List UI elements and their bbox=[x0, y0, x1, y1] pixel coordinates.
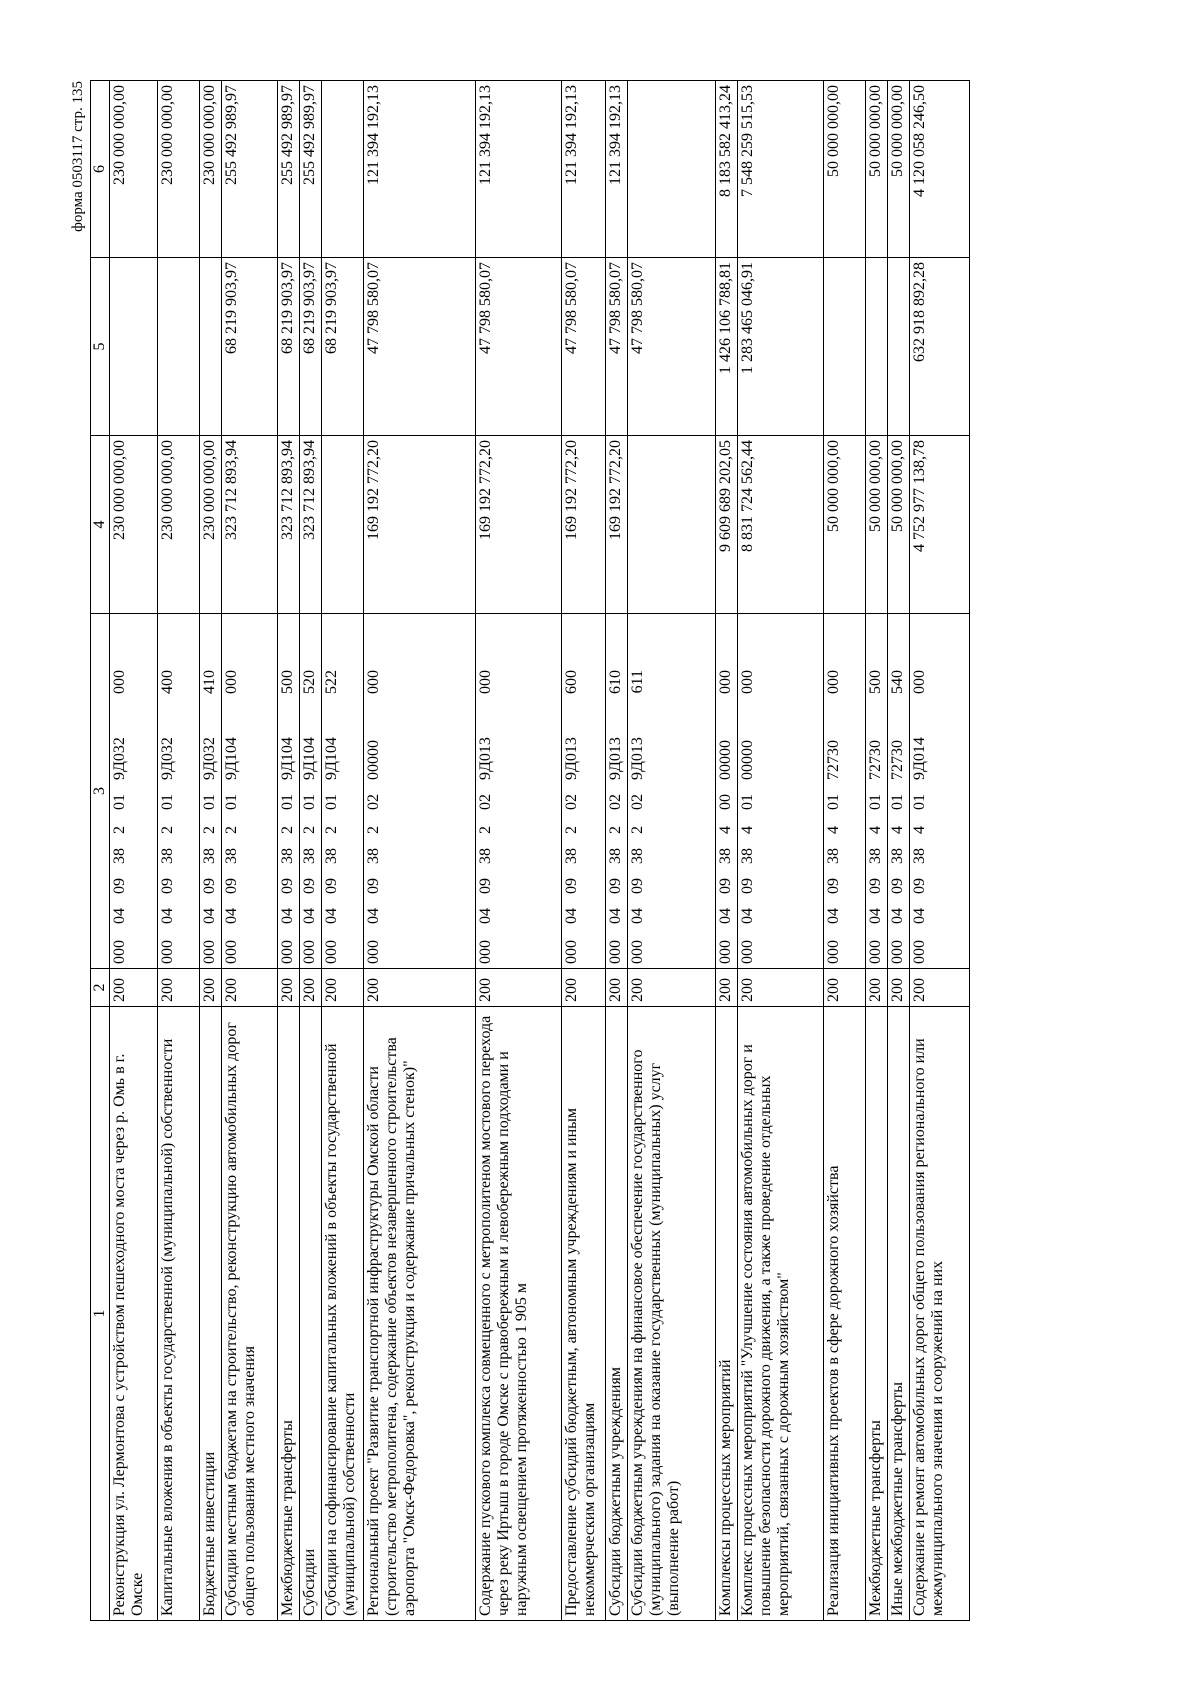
executed-amount: 68 219 903,97 bbox=[300, 258, 322, 436]
line-code: 200 bbox=[278, 969, 300, 1007]
unexecuted-amount: 255 492 989,97 bbox=[278, 81, 300, 258]
code-segments bbox=[323, 618, 341, 964]
code-segment: 000 bbox=[739, 670, 756, 694]
code-segment: 09 bbox=[201, 878, 218, 894]
code-segment: 04 bbox=[825, 908, 842, 924]
column-number: 2 bbox=[91, 969, 110, 1007]
code-segments bbox=[717, 618, 735, 964]
code-segment: 000 bbox=[223, 940, 240, 964]
code-segments bbox=[159, 618, 177, 964]
code-segment: 600 bbox=[563, 670, 580, 694]
unexecuted-amount: 121 394 192,13 bbox=[562, 81, 606, 258]
code-segment: 09 bbox=[365, 878, 382, 894]
approved-amount: 50 000 000,00 bbox=[866, 436, 888, 614]
budget-table bbox=[90, 80, 970, 1621]
code-segments bbox=[563, 618, 581, 964]
budget-classification-code bbox=[158, 614, 200, 969]
code-segment: 000 bbox=[201, 940, 218, 964]
code-segment: 38 bbox=[111, 848, 128, 864]
unexecuted-amount: 121 394 192,13 bbox=[476, 81, 562, 258]
code-segments bbox=[201, 618, 219, 964]
table-row bbox=[200, 81, 222, 1621]
code-segment: 09 bbox=[301, 878, 318, 894]
code-segments bbox=[111, 618, 129, 964]
form-label: форма 0503117 стр. 135 bbox=[70, 81, 86, 232]
code-segment: 09 bbox=[477, 878, 494, 894]
code-segment: 000 bbox=[717, 670, 734, 694]
code-segment: 04 bbox=[365, 908, 382, 924]
line-code: 200 bbox=[158, 969, 200, 1007]
code-segment: 04 bbox=[607, 908, 624, 924]
code-segment: 72730 bbox=[867, 740, 884, 780]
code-segment: 04 bbox=[301, 908, 318, 924]
budget-classification-code bbox=[200, 614, 222, 969]
row-name: Межбюджетные трансферты bbox=[866, 1007, 888, 1621]
code-segment: 38 bbox=[365, 848, 382, 864]
budget-classification-code bbox=[888, 614, 910, 969]
code-segment: 000 bbox=[717, 940, 734, 964]
table-row bbox=[278, 81, 300, 1621]
line-code: 200 bbox=[888, 969, 910, 1007]
code-segment: 09 bbox=[717, 878, 734, 894]
table-row bbox=[606, 81, 628, 1621]
executed-amount bbox=[824, 258, 866, 436]
line-code: 200 bbox=[716, 969, 738, 1007]
approved-amount: 230 000 000,00 bbox=[200, 436, 222, 614]
unexecuted-amount: 121 394 192,13 bbox=[606, 81, 628, 258]
executed-amount bbox=[866, 258, 888, 436]
approved-amount: 50 000 000,00 bbox=[824, 436, 866, 614]
approved-amount: 169 192 772,20 bbox=[476, 436, 562, 614]
executed-amount: 68 219 903,97 bbox=[322, 258, 364, 436]
line-code: 200 bbox=[606, 969, 628, 1007]
row-name: Субсидии местным бюджетам на строительство, реконструкцию автомобильных дорог общего пользования местного значения bbox=[222, 1007, 278, 1621]
code-segment: 000 bbox=[889, 940, 906, 964]
code-segment: 09 bbox=[867, 878, 884, 894]
code-segment: 2 bbox=[279, 826, 296, 834]
code-segment: 4 bbox=[867, 826, 884, 834]
executed-amount bbox=[200, 258, 222, 436]
approved-amount: 169 192 772,20 bbox=[606, 436, 628, 614]
table-row bbox=[562, 81, 606, 1621]
code-segment: 410 bbox=[201, 670, 218, 694]
code-segment: 04 bbox=[563, 908, 580, 924]
code-segment: 9Д014 bbox=[911, 737, 928, 780]
code-segment: 38 bbox=[867, 848, 884, 864]
code-segment: 01 bbox=[301, 794, 318, 810]
unexecuted-amount: 121 394 192,13 bbox=[364, 81, 476, 258]
code-segment: 04 bbox=[111, 908, 128, 924]
column-number-row bbox=[91, 81, 110, 1621]
unexecuted-amount: 50 000 000,00 bbox=[824, 81, 866, 258]
line-code: 200 bbox=[200, 969, 222, 1007]
budget-classification-code bbox=[322, 614, 364, 969]
line-code: 200 bbox=[300, 969, 322, 1007]
code-segment: 04 bbox=[911, 908, 928, 924]
line-code: 200 bbox=[110, 969, 158, 1007]
code-segment: 00000 bbox=[365, 740, 382, 780]
code-segment: 38 bbox=[717, 848, 734, 864]
line-code: 200 bbox=[910, 969, 970, 1007]
budget-classification-code bbox=[476, 614, 562, 969]
budget-classification-code bbox=[300, 614, 322, 969]
code-segments bbox=[629, 618, 647, 964]
table-row bbox=[888, 81, 910, 1621]
code-segment: 000 bbox=[825, 940, 842, 964]
code-segment: 01 bbox=[279, 794, 296, 810]
code-segment: 000 bbox=[365, 670, 382, 694]
executed-amount: 1 426 106 788,81 bbox=[716, 258, 738, 436]
code-segment: 01 bbox=[825, 794, 842, 810]
code-segment: 38 bbox=[201, 848, 218, 864]
unexecuted-amount: 7 548 259 515,53 bbox=[738, 81, 824, 258]
code-segment: 38 bbox=[911, 848, 928, 864]
code-segments bbox=[607, 618, 625, 964]
code-segment: 000 bbox=[563, 940, 580, 964]
code-segment: 611 bbox=[629, 670, 646, 694]
code-segment: 9Д032 bbox=[111, 737, 128, 780]
unexecuted-amount: 255 492 989,97 bbox=[222, 81, 278, 258]
budget-classification-code bbox=[628, 614, 716, 969]
code-segment: 000 bbox=[111, 940, 128, 964]
row-name: Иные межбюджетные трансферты bbox=[888, 1007, 910, 1621]
code-segment: 09 bbox=[607, 878, 624, 894]
code-segment: 04 bbox=[223, 908, 240, 924]
approved-amount bbox=[322, 436, 364, 614]
code-segment: 38 bbox=[223, 848, 240, 864]
code-segment: 01 bbox=[223, 794, 240, 810]
code-segment: 02 bbox=[563, 794, 580, 810]
executed-amount: 47 798 580,07 bbox=[476, 258, 562, 436]
column-number: 3 bbox=[91, 614, 110, 969]
code-segment: 00 bbox=[717, 794, 734, 810]
approved-amount: 50 000 000,00 bbox=[888, 436, 910, 614]
code-segment: 000 bbox=[867, 940, 884, 964]
code-segment: 01 bbox=[739, 794, 756, 810]
code-segments bbox=[365, 618, 383, 964]
code-segment: 000 bbox=[477, 940, 494, 964]
budget-classification-code bbox=[910, 614, 970, 969]
table-row bbox=[322, 81, 364, 1621]
row-name: Комплексы процессных мероприятий bbox=[716, 1007, 738, 1621]
code-segments bbox=[477, 618, 495, 964]
code-segments bbox=[279, 618, 297, 964]
code-segment: 09 bbox=[279, 878, 296, 894]
budget-classification-code bbox=[562, 614, 606, 969]
code-segment: 09 bbox=[739, 878, 756, 894]
code-segment: 02 bbox=[477, 794, 494, 810]
row-name: Капитальные вложения в объекты государственной (муниципальной) собственности bbox=[158, 1007, 200, 1621]
table-row bbox=[910, 81, 970, 1621]
table-row bbox=[158, 81, 200, 1621]
code-segment: 01 bbox=[111, 794, 128, 810]
code-segment: 9Д032 bbox=[159, 737, 176, 780]
code-segment: 2 bbox=[629, 826, 646, 834]
code-segment: 2 bbox=[159, 826, 176, 834]
line-code: 200 bbox=[824, 969, 866, 1007]
code-segment: 00000 bbox=[717, 740, 734, 780]
code-segment: 540 bbox=[889, 670, 906, 694]
line-code: 200 bbox=[222, 969, 278, 1007]
approved-amount: 230 000 000,00 bbox=[158, 436, 200, 614]
row-name: Субсидии bbox=[300, 1007, 322, 1621]
budget-classification-code bbox=[278, 614, 300, 969]
code-segment: 2 bbox=[111, 826, 128, 834]
row-name: Предоставление субсидий бюджетным, автономным учреждениям и иным некоммерческим организациям bbox=[562, 1007, 606, 1621]
column-number: 1 bbox=[91, 1007, 110, 1621]
code-segment: 09 bbox=[111, 878, 128, 894]
code-segment: 01 bbox=[867, 794, 884, 810]
code-segment: 09 bbox=[629, 878, 646, 894]
unexecuted-amount: 50 000 000,00 bbox=[888, 81, 910, 258]
code-segment: 09 bbox=[825, 878, 842, 894]
budget-classification-code bbox=[824, 614, 866, 969]
unexecuted-amount: 230 000 000,00 bbox=[200, 81, 222, 258]
code-segments bbox=[889, 618, 907, 964]
table-row bbox=[300, 81, 322, 1621]
unexecuted-amount: 8 183 582 413,24 bbox=[716, 81, 738, 258]
code-segment: 38 bbox=[607, 848, 624, 864]
table-row bbox=[222, 81, 278, 1621]
code-segment: 01 bbox=[201, 794, 218, 810]
code-segment: 72730 bbox=[825, 740, 842, 780]
row-name: Содержание и ремонт автомобильных дорог общего пользования регионального или межмуниципального значения и сооружений на них bbox=[910, 1007, 970, 1621]
executed-amount bbox=[110, 258, 158, 436]
code-segment: 04 bbox=[889, 908, 906, 924]
code-segment: 000 bbox=[279, 940, 296, 964]
code-segment: 2 bbox=[301, 826, 318, 834]
row-name: Субсидии бюджетным учреждениям на финансовое обеспечение государственного (муниципального) задания на оказание государственных (муниципальных) услуг (выполнение работ) bbox=[628, 1007, 716, 1621]
table-row bbox=[476, 81, 562, 1621]
code-segment: 04 bbox=[867, 908, 884, 924]
row-name: Субсидии на софинансирование капитальных вложений в объекты государственной (муниципальной) собственности bbox=[322, 1007, 364, 1621]
code-segment: 00000 bbox=[739, 740, 756, 780]
approved-amount: 4 752 977 138,78 bbox=[910, 436, 970, 614]
code-segment: 04 bbox=[279, 908, 296, 924]
table-row bbox=[738, 81, 824, 1621]
unexecuted-amount bbox=[322, 81, 364, 258]
row-name: Межбюджетные трансферты bbox=[278, 1007, 300, 1621]
executed-amount: 68 219 903,97 bbox=[222, 258, 278, 436]
code-segment: 38 bbox=[323, 848, 340, 864]
code-segment: 9Д104 bbox=[323, 737, 340, 780]
code-segment: 4 bbox=[911, 826, 928, 834]
row-name: Бюджетные инвестиции bbox=[200, 1007, 222, 1621]
line-code: 200 bbox=[364, 969, 476, 1007]
executed-amount bbox=[888, 258, 910, 436]
line-code: 200 bbox=[476, 969, 562, 1007]
code-segment: 01 bbox=[159, 794, 176, 810]
code-segment: 4 bbox=[889, 826, 906, 834]
budget-classification-code bbox=[364, 614, 476, 969]
code-segment: 000 bbox=[911, 940, 928, 964]
code-segment: 400 bbox=[159, 670, 176, 694]
code-segment: 38 bbox=[301, 848, 318, 864]
code-segment: 610 bbox=[607, 670, 624, 694]
unexecuted-amount: 230 000 000,00 bbox=[110, 81, 158, 258]
code-segment: 000 bbox=[111, 670, 128, 694]
code-segment: 2 bbox=[323, 826, 340, 834]
code-segment: 38 bbox=[825, 848, 842, 864]
approved-amount: 323 712 893,94 bbox=[278, 436, 300, 614]
code-segments bbox=[223, 618, 241, 964]
executed-amount bbox=[158, 258, 200, 436]
code-segment: 000 bbox=[365, 940, 382, 964]
code-segment: 9Д104 bbox=[301, 737, 318, 780]
approved-amount: 169 192 772,20 bbox=[364, 436, 476, 614]
executed-amount: 632 918 892,28 bbox=[910, 258, 970, 436]
table-row bbox=[364, 81, 476, 1621]
code-segment: 09 bbox=[159, 878, 176, 894]
row-name: Региональный проект "Развитие транспортной инфраструктуры Омской области (строительство метрополитена, содержание объектов незавершенного строительства аэропорта "Омск-Федоровка", реконструкция и содержание причальных стенок)" bbox=[364, 1007, 476, 1621]
code-segment: 522 bbox=[323, 670, 340, 694]
executed-amount: 47 798 580,07 bbox=[628, 258, 716, 436]
code-segments bbox=[867, 618, 885, 964]
approved-amount: 323 712 893,94 bbox=[300, 436, 322, 614]
approved-amount: 169 192 772,20 bbox=[562, 436, 606, 614]
row-name: Реализация инициативных проектов в сфере дорожного хозяйства bbox=[824, 1007, 866, 1621]
approved-amount: 8 831 724 562,44 bbox=[738, 436, 824, 614]
code-segment: 09 bbox=[911, 878, 928, 894]
code-segment: 09 bbox=[889, 878, 906, 894]
approved-amount: 323 712 893,94 bbox=[222, 436, 278, 614]
code-segment: 09 bbox=[223, 878, 240, 894]
row-name: Реконструкция ул. Лермонтова с устройством пешеходного моста через р. Омь в г. Омске bbox=[110, 1007, 158, 1621]
code-segment: 000 bbox=[159, 940, 176, 964]
code-segment: 9Д104 bbox=[279, 737, 296, 780]
table-row bbox=[110, 81, 158, 1621]
row-name: Содержание пускового комплекса совмещенного с метрополитеном мостового перехода через реку Иртыш в городе Омске с правобережным и левобережным подходами и наружным освещением протяженностью 1 905 м bbox=[476, 1007, 562, 1621]
budget-classification-code bbox=[738, 614, 824, 969]
unexecuted-amount: 230 000 000,00 bbox=[158, 81, 200, 258]
code-segment: 000 bbox=[911, 670, 928, 694]
code-segment: 9Д013 bbox=[607, 737, 624, 780]
line-code: 200 bbox=[562, 969, 606, 1007]
code-segment: 04 bbox=[201, 908, 218, 924]
row-name: Комплекс процессных мероприятий "Улучшение состояния автомобильных дорог и повышение безопасности дорожного движения, а также проведение отдельных мероприятий, связанных с дорожным хозяйством" bbox=[738, 1007, 824, 1621]
budget-classification-code bbox=[222, 614, 278, 969]
code-segment: 9Д104 bbox=[223, 737, 240, 780]
unexecuted-amount: 50 000 000,00 bbox=[866, 81, 888, 258]
code-segment: 38 bbox=[279, 848, 296, 864]
code-segment: 000 bbox=[223, 670, 240, 694]
line-code: 200 bbox=[322, 969, 364, 1007]
code-segment: 4 bbox=[739, 826, 756, 834]
code-segment: 02 bbox=[365, 794, 382, 810]
approved-amount: 230 000 000,00 bbox=[110, 436, 158, 614]
code-segment: 000 bbox=[607, 940, 624, 964]
code-segment: 000 bbox=[301, 940, 318, 964]
budget-classification-code bbox=[866, 614, 888, 969]
approved-amount bbox=[628, 436, 716, 614]
code-segment: 2 bbox=[477, 826, 494, 834]
code-segment: 9Д013 bbox=[629, 737, 646, 780]
budget-classification-code bbox=[606, 614, 628, 969]
executed-amount: 47 798 580,07 bbox=[364, 258, 476, 436]
code-segment: 500 bbox=[867, 670, 884, 694]
code-segment: 9Д013 bbox=[477, 737, 494, 780]
code-segment: 4 bbox=[825, 826, 842, 834]
code-segment: 02 bbox=[607, 794, 624, 810]
code-segment: 38 bbox=[159, 848, 176, 864]
code-segment: 04 bbox=[323, 908, 340, 924]
code-segment: 72730 bbox=[889, 740, 906, 780]
code-segment: 520 bbox=[301, 670, 318, 694]
budget-classification-code bbox=[110, 614, 158, 969]
budget-classification-code bbox=[716, 614, 738, 969]
code-segment: 38 bbox=[477, 848, 494, 864]
code-segment: 2 bbox=[563, 826, 580, 834]
code-segments bbox=[739, 618, 757, 964]
code-segment: 01 bbox=[889, 794, 906, 810]
table-row bbox=[824, 81, 866, 1621]
code-segment: 04 bbox=[739, 908, 756, 924]
code-segment: 02 bbox=[629, 794, 646, 810]
executed-amount: 47 798 580,07 bbox=[606, 258, 628, 436]
executed-amount: 68 219 903,97 bbox=[278, 258, 300, 436]
executed-amount: 1 283 465 046,91 bbox=[738, 258, 824, 436]
code-segment: 09 bbox=[563, 878, 580, 894]
code-segment: 04 bbox=[629, 908, 646, 924]
code-segment: 04 bbox=[717, 908, 734, 924]
code-segment: 04 bbox=[159, 908, 176, 924]
unexecuted-amount: 4 120 058 246,50 bbox=[910, 81, 970, 258]
code-segment: 000 bbox=[739, 940, 756, 964]
code-segment: 01 bbox=[323, 794, 340, 810]
code-segment: 500 bbox=[279, 670, 296, 694]
code-segment: 01 bbox=[911, 794, 928, 810]
line-code: 200 bbox=[738, 969, 824, 1007]
code-segment: 000 bbox=[323, 940, 340, 964]
code-segment: 38 bbox=[739, 848, 756, 864]
column-number: 4 bbox=[91, 436, 110, 614]
table-row bbox=[628, 81, 716, 1621]
code-segments bbox=[301, 618, 319, 964]
code-segment: 2 bbox=[223, 826, 240, 834]
code-segment: 9Д013 bbox=[563, 737, 580, 780]
code-segment: 2 bbox=[365, 826, 382, 834]
code-segment: 04 bbox=[477, 908, 494, 924]
code-segment: 9Д032 bbox=[201, 737, 218, 780]
code-segment: 2 bbox=[607, 826, 624, 834]
code-segment: 38 bbox=[889, 848, 906, 864]
code-segment: 2 bbox=[201, 826, 218, 834]
table-row bbox=[866, 81, 888, 1621]
column-number: 6 bbox=[91, 81, 110, 258]
code-segment: 000 bbox=[477, 670, 494, 694]
unexecuted-amount bbox=[628, 81, 716, 258]
line-code: 200 bbox=[628, 969, 716, 1007]
approved-amount: 9 609 689 202,05 bbox=[716, 436, 738, 614]
code-segment: 38 bbox=[563, 848, 580, 864]
code-segments bbox=[911, 618, 929, 964]
code-segment: 4 bbox=[717, 826, 734, 834]
column-number: 5 bbox=[91, 258, 110, 436]
line-code: 200 bbox=[866, 969, 888, 1007]
table-row bbox=[716, 81, 738, 1621]
code-segments bbox=[825, 618, 843, 964]
code-segment: 09 bbox=[323, 878, 340, 894]
unexecuted-amount: 255 492 989,97 bbox=[300, 81, 322, 258]
code-segment: 000 bbox=[629, 940, 646, 964]
code-segment: 38 bbox=[629, 848, 646, 864]
executed-amount: 47 798 580,07 bbox=[562, 258, 606, 436]
code-segment: 000 bbox=[825, 670, 842, 694]
row-name: Субсидии бюджетным учреждениям bbox=[606, 1007, 628, 1621]
